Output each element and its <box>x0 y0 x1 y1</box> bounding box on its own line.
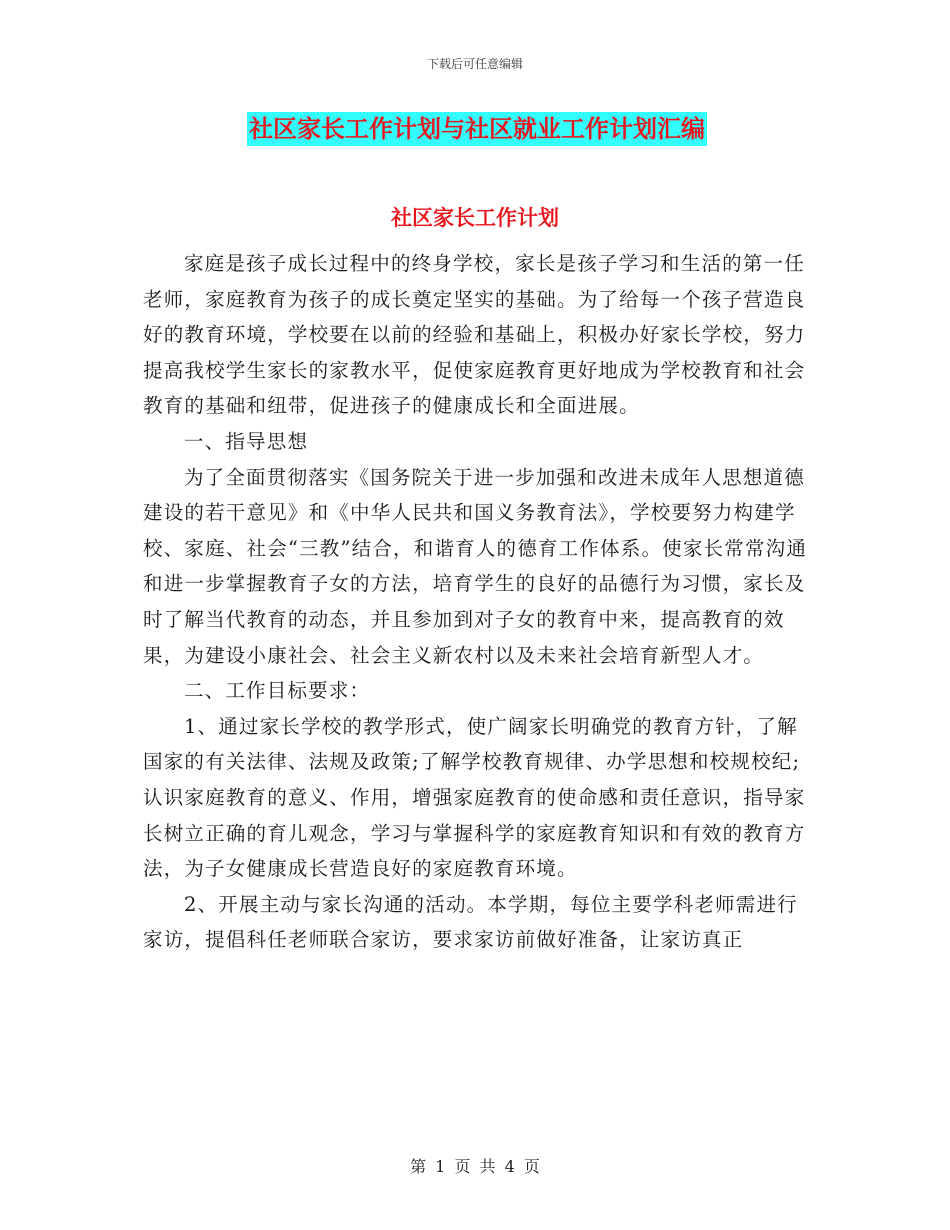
page-footer: 第 1 页 共 4 页 <box>410 1157 540 1176</box>
paragraph-guiding-thought: 为了全面贯彻落实《国务院关于进一步加强和改进未成年人思想道德建设的若干意见》和《中华人民共和国义务教育法》，学校要努力构建学校、家庭、社会“三教”结合，和谐育人的德育工作体系。使家长常常沟通和进一步掌握教育子女的方法，培育学生的良好的品德行为习惯，家长及时了解当代教育的动态，并且参加到对子女的教育中来，提高教育的效果，为建设小康社会、社会主义新农村以及未来社会培育新型人才。 <box>143 465 808 667</box>
body-text <box>143 246 815 958</box>
heading-guiding-thought: 一、指导思想 <box>183 429 309 453</box>
paragraph-goal-2: 2、开展主动与家长沟通的活动。本学期，每位主要学科老师需进行家访，提倡科任老师联合家访，要求家访前做好准备，让家访真正 <box>143 892 798 952</box>
header-note: 下载后可任意编辑 <box>426 57 523 71</box>
paragraph-intro: 家庭是孩子成长过程中的终身学校，家长是孩子学习和生活的第一任老师，家庭教育为孩子的成长奠定坚实的基础。为了给每一个孩子营造良好的教育环境，学校要在以前的经验和基础上，积极办好家长学校，努力提高我校学生家长的家教水平，促使家庭教育更好地成为学校教育和社会教育的基础和纽带，促进孩子的健康成长和全面进展。 <box>143 252 806 418</box>
document-title: 社区家长工作计划与社区就业工作计划汇编 <box>247 112 707 146</box>
paragraph-goal-1: 1、通过家长学校的教学形式，使广阔家长明确党的教育方针，了解国家的有关法律、法规及政策;了解学校教育规律、办学思想和校规校纪;认识家庭教育的意义、作用，增强家庭教育的使命感和责任意识，指导家长树立正确的育儿观念，学习与掌握科学的家庭教育知识和有效的教育方法，为子女健康成长营造良好的家庭教育环境。 <box>143 714 806 881</box>
section-title: 社区家长工作计划 <box>391 205 559 230</box>
heading-work-goals: 二、工作目标要求： <box>183 679 371 703</box>
